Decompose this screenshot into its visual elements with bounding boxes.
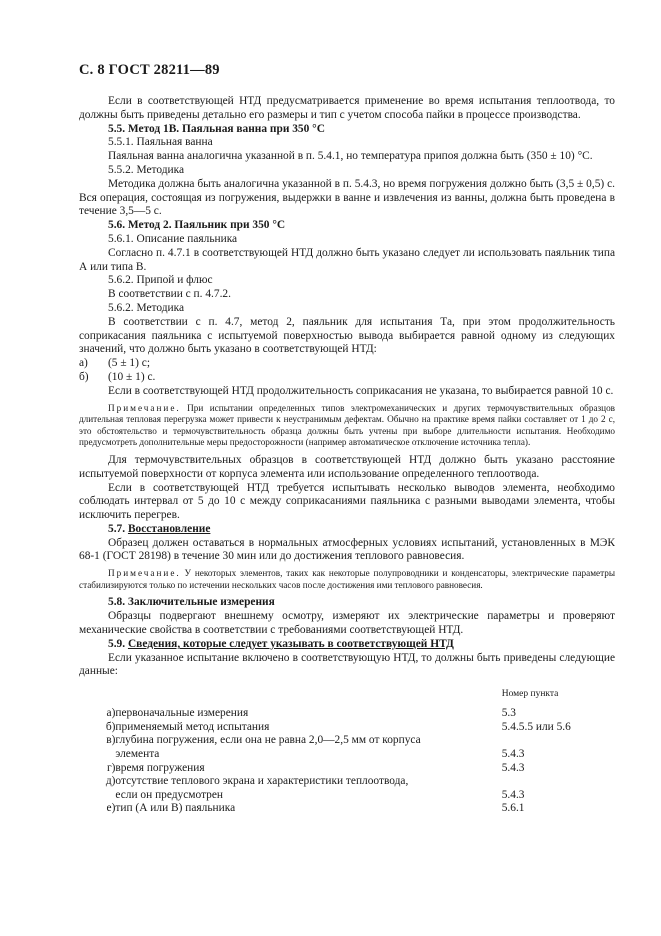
- list-item-label: а): [79, 357, 88, 370]
- default-duration-paragraph: Если в соответствующей НТД продолжительность соприкасания не указана, то выбирается равной 10 с.: [108, 384, 614, 397]
- page-content: [79, 95, 615, 816]
- list-item-label: б): [79, 370, 89, 383]
- table-row: [79, 748, 615, 762]
- multi-lead-paragraph: Если в соответствующей НТД требуется испытывать несколько выводов элемента, необходимо соблюдать интервал от 5 до 10 с между соприкасаниями паяльника с разными выводами элемента, чтобы исключить перегрев.: [79, 481, 615, 522]
- item-reference: [502, 775, 615, 789]
- item-label: а): [106, 707, 116, 720]
- item-label: [79, 748, 115, 762]
- section-5-8-heading: 5.8. Заключительные измерения: [108, 596, 275, 609]
- subsection-5-5-2-text: Методика должна быть аналогична указанной в п. 5.4.3, но время погружения должно быть (3,5 ± 0,5) с. Вся операция, состоящая из погружения, выдержки в ванне и извлечения из ванны, должна быть проведена в течение 3,5—5 с.: [79, 177, 615, 218]
- note-label: Примечание.: [108, 402, 181, 413]
- list-item-text: (10 ± 1) с.: [108, 370, 156, 383]
- details-table: [79, 681, 615, 816]
- item-reference: 5.6.1: [501, 802, 525, 815]
- item-text: первоначальные измерения: [115, 707, 249, 720]
- list-item: [79, 371, 615, 385]
- item-label: б): [105, 720, 116, 733]
- item-text: элемента: [115, 748, 160, 761]
- subsection-5-5-1-text: Паяльная ванна аналогична указанной в п. 5.4.1, но температура припоя должна быть (350 ± 10) °С.: [108, 150, 593, 163]
- subsection-5-6-2-text: В соответствии с п. 4.7.2.: [108, 288, 231, 301]
- table-row: [79, 775, 615, 789]
- item-reference: 5.4.3: [501, 761, 525, 774]
- section-5-7-heading: [79, 523, 615, 537]
- subsection-5-6-1-text: Согласно п. 4.7.1 в соответствующей НТД должно быть указано следует ли использовать паяльник типа А или типа В.: [79, 246, 615, 273]
- table-row: [79, 734, 615, 748]
- table-row: [79, 707, 615, 721]
- section-5-7-number: 5.7.: [108, 522, 126, 535]
- note-text: У некоторых элементов, таких как некоторые полупроводники и конденсаторы, электрические параметры стабилизируются только по истечении нескольких часов после достижения ими теплового равновесия.: [79, 568, 616, 590]
- item-text: глубина погружения, если она не равна 2,0—2,5 мм от корпуса: [115, 734, 421, 747]
- section-5-9-title: Сведения, которые следует указывать в соответствующей НТД: [127, 637, 454, 650]
- item-text: отсутствие теплового экрана и характеристики теплоотвода,: [115, 775, 409, 788]
- section-5-7-title: Восстановление: [127, 522, 211, 535]
- section-5-6-heading: 5.6. Метод 2. Паяльник при 350 °С: [108, 219, 286, 232]
- note-text: При испытании определенных типов электромеханических и других термочувствительных образцов длительная тепловая перегрузка может привести к неустранимым дефектам. Обычно на практике время пайки составляет от 1 до 2 с, это обстоятельство и термочувствительность образца должны быть учтены при выборе длительности испытания. Необходимо предусмотреть дополнительные меры предосторожности (например автоматическое отключение источника тепла).: [79, 402, 615, 448]
- table-row: [79, 789, 615, 803]
- table-row: [79, 762, 615, 776]
- note-5-6: [79, 403, 615, 449]
- item-label: в): [106, 734, 116, 747]
- final-measurements-paragraph: Образцы подвергают внешнему осмотру, измеряют их электрические параметры и проверяют механические свойства в соответствии с требованиями соответствующей НТД.: [79, 610, 615, 637]
- table-row: [79, 802, 615, 816]
- details-intro-paragraph: Если указанное испытание включено в соответствующую НТД, то должны быть приведены следующие данные:: [79, 651, 615, 678]
- item-reference: 5.3: [501, 707, 516, 720]
- subsection-5-6-1: 5.6.1. Описание паяльника: [108, 232, 238, 245]
- page-header: С. 8 ГОСТ 28211—89: [79, 62, 220, 78]
- section-5-9-heading: [79, 638, 615, 652]
- subsection-5-6-3: 5.6.2. Методика: [108, 301, 185, 314]
- item-reference: [502, 734, 615, 748]
- intro-paragraph: Если в соответствующей НТД предусматривается применение во время испытания теплоотвода, то должны быть приведены детально его размеры и тип с учетом способа пайки в процессе производства.: [79, 95, 615, 121]
- item-label: е): [106, 802, 116, 815]
- item-reference: 5.4.3: [501, 788, 525, 801]
- item-text: если он предусмотрен: [115, 788, 224, 801]
- subsection-5-5-2: 5.5.2. Методика: [108, 163, 185, 176]
- item-label: г): [106, 761, 116, 774]
- section-5-5-heading: 5.5. Метод 1В. Паяльная ванна при 350 °С: [108, 122, 325, 135]
- subsection-5-6-2: 5.6.2. Припой и флюс: [108, 274, 213, 287]
- recovery-paragraph: Образец должен оставаться в нормальных атмосферных условиях испытаний, установленных в МЭК 68-1 (ГОСТ 28198) в течение 30 мин или до достижения теплового равновесия.: [79, 536, 615, 563]
- note-label: Примечание.: [108, 568, 181, 579]
- list-item: [79, 357, 615, 371]
- item-text: тип (А или В) паяльника: [115, 802, 236, 815]
- column-header-item-number: Номер пункта: [501, 688, 559, 699]
- details-table-header-row: [79, 681, 615, 701]
- item-label: д): [105, 775, 116, 788]
- item-text: время погружения: [115, 761, 205, 774]
- thermo-paragraph: Для термочувствительных образцов в соответствующей НТД должно быть указано расстояние испытуемой поверхности от корпуса элемента или использование определенного теплоотвода.: [79, 453, 615, 480]
- subsection-5-6-3-text: В соответствии с п. 4.7, метод 2, паяльник для испытания Та, при этом продолжительность соприкасания паяльника с испытуемой поверхностью вывода выбирается равной одному из следующих значений, что должно быть указано в соответствующей НТД:: [79, 315, 615, 356]
- item-text: применяемый метод испытания: [115, 720, 270, 733]
- item-reference: 5.4.3: [501, 748, 525, 761]
- note-5-7: [79, 568, 615, 591]
- table-row: [79, 721, 615, 735]
- section-5-9-number: 5.9.: [108, 637, 126, 650]
- subsection-5-5-1: 5.5.1. Паяльная ванна: [108, 136, 213, 149]
- item-label: [79, 789, 115, 803]
- item-reference: 5.4.5.5 или 5.6: [501, 720, 571, 733]
- list-item-text: (5 ± 1) с;: [108, 357, 150, 370]
